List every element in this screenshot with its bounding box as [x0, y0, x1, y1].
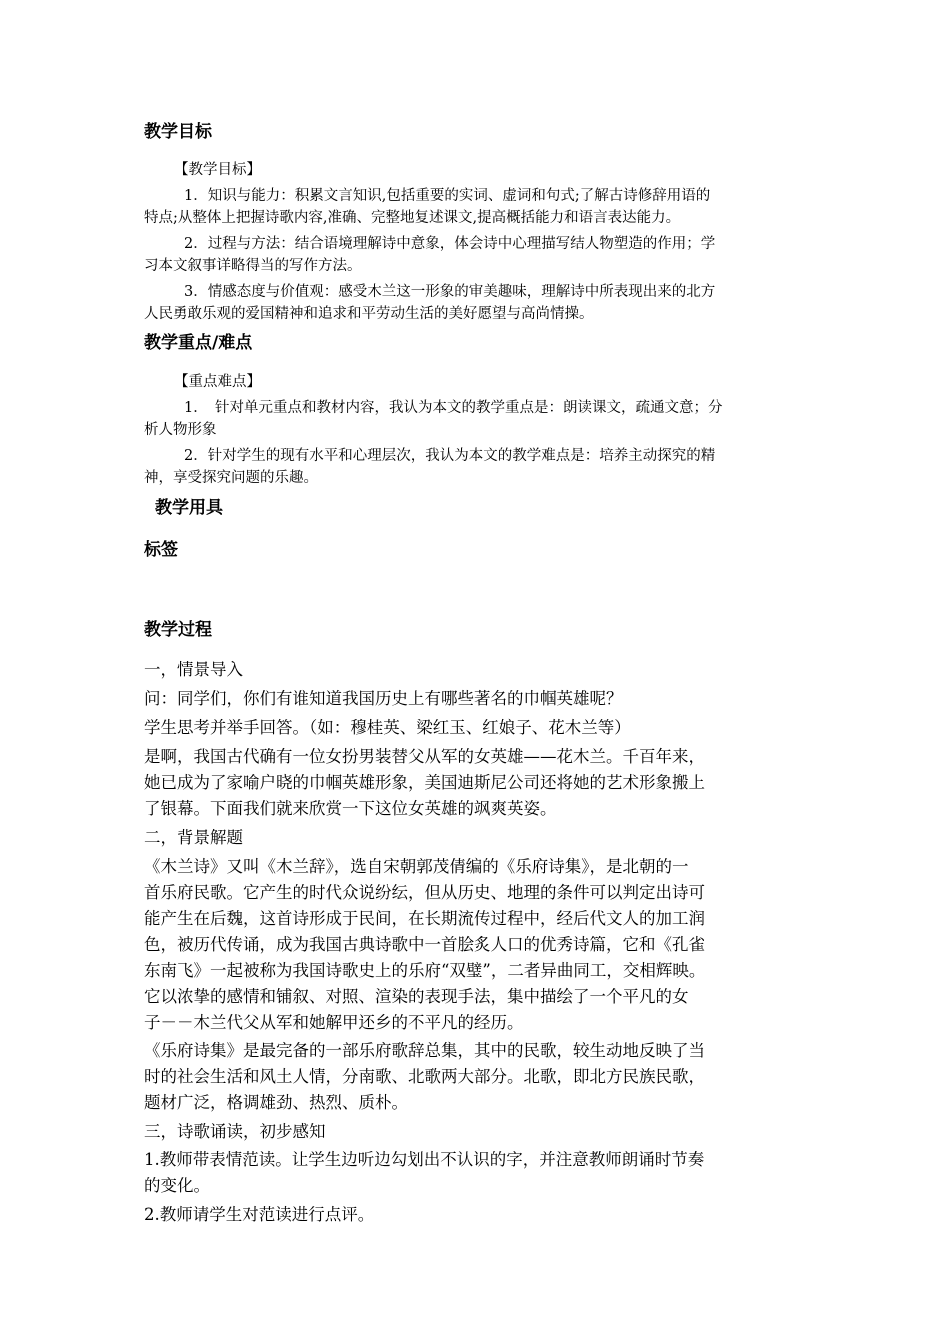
process-line-8: 《木兰诗》又叫《木兰辞》，选自宋朝郭茂倩编的《乐府诗集》，是北朝的一 [144, 857, 689, 876]
process-line-2: 问：同学们，你们有谁知道我国历史上有哪些著名的巾帼英雄呢？ [144, 689, 623, 708]
process-line-13: 它以浓挚的感情和铺叙、对照、渲染的表现手法，集中描绘了一个平凡的女 [144, 987, 689, 1006]
points-line-3: 2．针对学生的现有水平和心理层次，我认为本文的教学难点是：培养主动探究的精 [184, 448, 716, 464]
process-line-1: 一，情景导入 [144, 660, 243, 679]
goals-line-5: 3．情感态度与价值观：感受木兰这一形象的审美趣味，理解诗中所表现出来的北方 [184, 284, 716, 300]
goals-line-6: 人民勇敢乐观的爱国精神和追求和平劳动生活的美好愿望与高尚情操。 [144, 306, 594, 322]
process-line-17: 题材广泛，格调雄劲、热烈、质朴。 [144, 1093, 408, 1112]
points-line-1: 1． 针对单元重点和教材内容，我认为本文的教学重点是：朗读课文，疏通文意；分 [184, 400, 723, 416]
goals-bracket-label: 【教学目标】 [174, 162, 261, 178]
heading-teaching-process: 教学过程 [144, 620, 212, 640]
process-line-15: 《乐府诗集》是最完备的一部乐府歌辞总集，其中的民歌，较生动地反映了当 [144, 1041, 705, 1060]
process-line-16: 时的社会生活和风土人情，分南歌、北歌两大部分。北歌，即北方民族民歌， [144, 1067, 705, 1086]
heading-teaching-goals: 教学目标 [144, 122, 212, 142]
process-line-9: 首乐府民歌。它产生的时代众说纷纭，但从历史、地理的条件可以判定出诗可 [144, 883, 705, 902]
process-line-6: 了银幕。下面我们就来欣赏一下这位女英雄的飒爽英姿。 [144, 799, 557, 818]
process-line-11: 色，被历代传诵，成为我国古典诗歌中一首脍炙人口的优秀诗篇，它和《孔雀 [144, 935, 705, 954]
process-line-14: 子－－木兰代父从军和她解甲还乡的不平凡的经历。 [144, 1013, 524, 1032]
process-line-10: 能产生在后魏，这首诗形成于民间，在长期流传过程中，经后代文人的加工润 [144, 909, 705, 928]
process-line-18: 三，诗歌诵读，初步感知 [144, 1122, 326, 1141]
goals-line-1: 1．知识与能力：积累文言知识,包括重要的实词、虚词和句式;了解古诗修辞用语的 [184, 188, 711, 204]
heading-key-difficult-points: 教学重点/难点 [144, 333, 253, 353]
heading-tags: 标签 [144, 540, 178, 560]
process-line-3: 学生思考并举手回答。（如：穆桂英、梁红玉、红娘子、花木兰等） [144, 718, 631, 737]
process-line-21: 2.教师请学生对范读进行点评。 [144, 1205, 375, 1224]
points-line-2: 析人物形象 [144, 422, 217, 438]
process-line-5: 她已成为了家喻户晓的巾帼英雄形象，美国迪斯尼公司还将她的艺术形象搬上 [144, 773, 705, 792]
process-line-7: 二，背景解题 [144, 828, 243, 847]
process-line-20: 的变化。 [144, 1176, 210, 1195]
goals-line-3: 2．过程与方法：结合语境理解诗中意象，体会诗中心理描写结人物塑造的作用；学 [184, 236, 716, 252]
goals-line-2: 特点;从整体上把握诗歌内容,准确、完整地复述课文,提高概括能力和语言表达能力。 [144, 210, 681, 226]
process-line-19: 1.教师带表情范读。让学生边听边勾划出不认识的字，并注意教师朗诵时节奏 [144, 1150, 705, 1169]
points-bracket-label: 【重点难点】 [174, 374, 261, 390]
process-line-4: 是啊，我国古代确有一位女扮男装替父从军的女英雄——花木兰。千百年来， [144, 747, 705, 766]
heading-teaching-tools: 教学用具 [155, 498, 223, 518]
goals-line-4: 习本文叙事详略得当的写作方法。 [144, 258, 362, 274]
points-line-4: 神，享受探究问题的乐趣。 [144, 470, 318, 486]
process-line-12: 东南飞》一起被称为我国诗歌史上的乐府“双璧”，二者异曲同工，交相辉映。 [144, 961, 706, 980]
